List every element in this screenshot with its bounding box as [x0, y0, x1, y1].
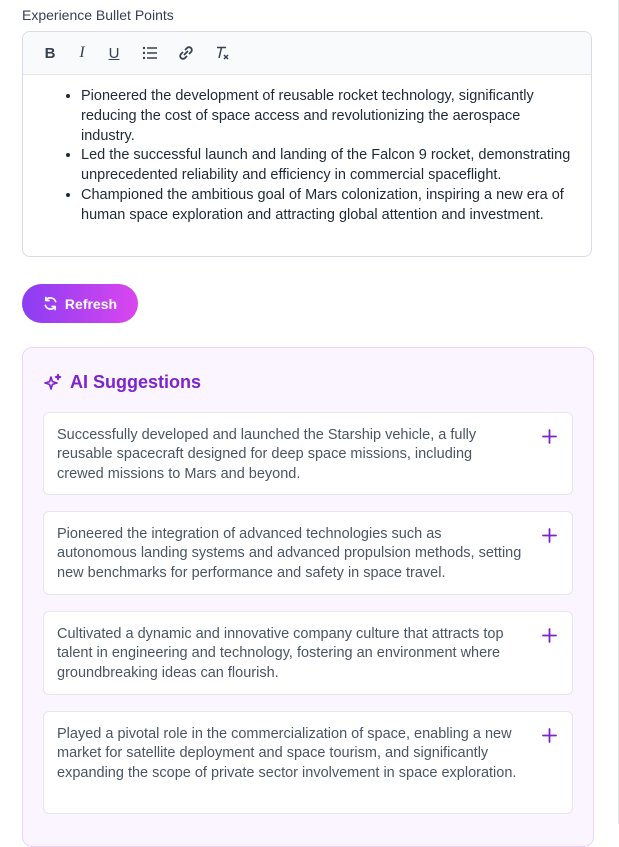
suggestion-card: [43, 511, 573, 595]
plus-icon: [542, 429, 557, 444]
add-suggestion-button[interactable]: [540, 526, 558, 544]
suggestion-text: Successfully developed and launched the Starship vehicle, a fully reusable spacecraft designed for deep space missions, including crewed missions to Mars and beyond.: [57, 427, 477, 482]
bold-button[interactable]: B: [44, 44, 56, 62]
suggestion-text: Pioneered the integration of advanced technologies such as autonomous landing systems and advanced propulsion methods, setting new benchmarks for performance and safety in space travel.: [57, 526, 522, 581]
suggestion-text: Cultivated a dynamic and innovative company culture that attracts top talent in engineering and technology, fostering an environment where groundbreaking ideas can flourish.: [57, 626, 504, 681]
italic-button[interactable]: I: [79, 44, 85, 61]
plus-icon: [542, 728, 557, 743]
editor-content[interactable]: [23, 75, 591, 226]
suggestion-card: [43, 711, 573, 814]
section-label: Experience Bullet Points: [22, 7, 174, 23]
link-button[interactable]: [175, 42, 197, 64]
refresh-icon: [43, 296, 58, 311]
refresh-label: Refresh: [64, 295, 118, 312]
bullet-item: • Pioneered the development of reusable rocket technology, significantly reducing the cost of space access and revolutionizing the aerospace industry.: [81, 87, 575, 146]
clear-format-button[interactable]: [211, 42, 233, 64]
add-suggestion-button[interactable]: [540, 626, 558, 644]
ai-suggestions-header: [43, 372, 201, 393]
bullet-list-button[interactable]: [139, 42, 161, 64]
bullet-item: • Championed the ambitious goal of Mars colonization, inspiring a new era of human space exploration and attracting global attention and investment.: [81, 186, 575, 226]
link-icon: [178, 45, 194, 61]
suggestion-text: Played a pivotal role in the commercialization of space, enabling a new market for satellite deployment and space tourism, and significantly expanding the scope of private sector involvement in space exploration.: [57, 726, 517, 781]
editor-toolbar: [23, 32, 591, 75]
clear-format-icon: [214, 45, 230, 61]
plus-icon: [542, 628, 557, 643]
ai-suggestions-title: AI Suggestions: [70, 372, 202, 392]
suggestion-card: [43, 611, 573, 695]
sparkles-icon: [43, 373, 63, 393]
bullet-list: [69, 87, 575, 226]
plus-icon: [542, 528, 557, 543]
ai-suggestions-panel: [22, 347, 594, 847]
rich-text-editor[interactable]: [22, 31, 592, 257]
underline-button[interactable]: U: [108, 44, 120, 62]
refresh-button[interactable]: [22, 284, 138, 323]
list-icon: [142, 46, 158, 60]
suggestion-card: [43, 412, 573, 495]
add-suggestion-button[interactable]: [540, 427, 558, 445]
add-suggestion-button[interactable]: [540, 726, 558, 744]
bullet-item: • Led the successful launch and landing of the Falcon 9 rocket, demonstrating unprecedented reliability and efficiency in commercial spaceflight.: [81, 146, 575, 186]
